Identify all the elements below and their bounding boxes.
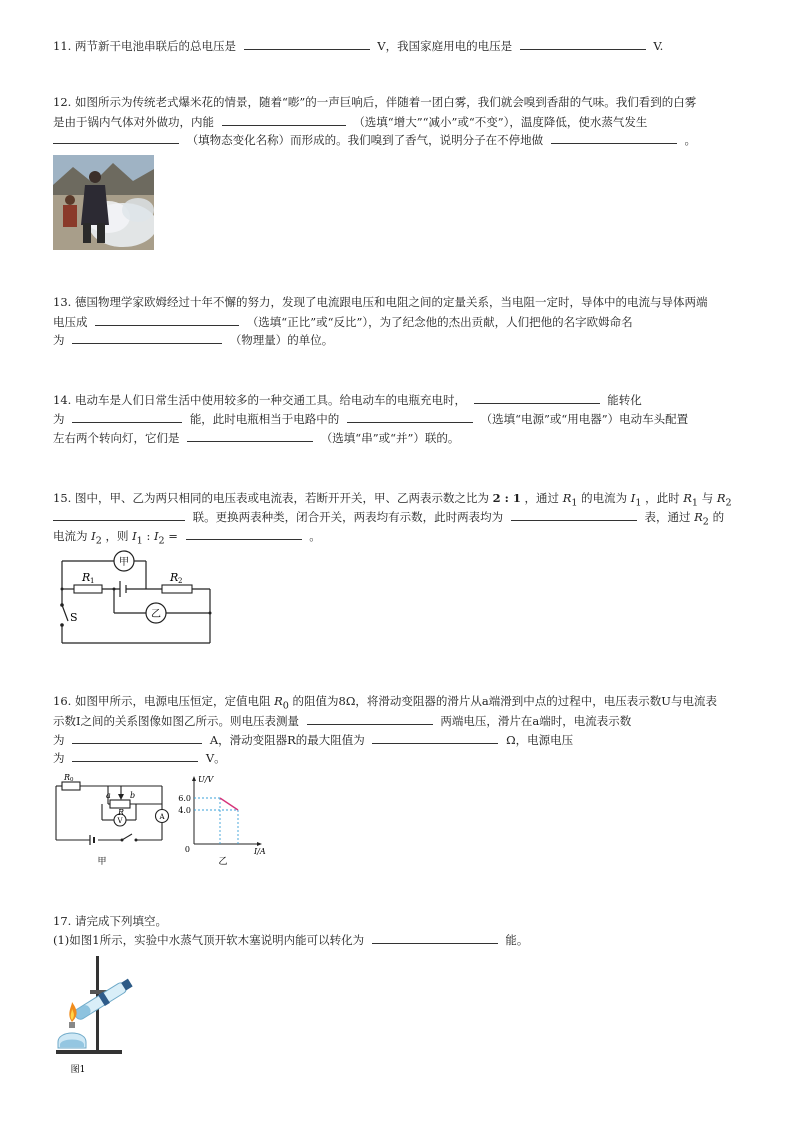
q15-r2-sub-b: 2 — [702, 516, 709, 528]
q14-line-2 — [53, 411, 688, 427]
q16-rheostat — [110, 800, 130, 808]
q16-fig-a: a — [106, 791, 111, 800]
q15-text-1e: 与 — [701, 491, 714, 505]
q17-line-2 — [53, 932, 528, 948]
q16-blank-3[interactable] — [372, 732, 498, 744]
q16-text-3b: A，滑动变阻器R的最大阻值为 — [209, 733, 365, 747]
q16-text-2b: 两端电压，滑片在a端时，电流表示数 — [440, 714, 632, 728]
q11-blank-1[interactable] — [244, 38, 370, 50]
q12-blank-3[interactable] — [551, 132, 677, 144]
q16-graph-ylabel: U/V — [198, 775, 214, 784]
q15-r1-resistor — [74, 585, 102, 593]
q15-ratio: 2 : 1 — [492, 491, 521, 505]
q14-text-2a: 为 — [53, 412, 65, 426]
q12-line-2 — [53, 114, 647, 130]
q12-text-1: 如图所示为传统老式爆米花的情景，随着“嘭”的一声巨响后，伴随着一团白雾，我们就会嗅到香甜的气味。我们看到的白雾 — [74, 95, 697, 109]
popcorn-photo — [53, 155, 154, 250]
q15-text-3b: ，则 — [105, 529, 129, 543]
q15-r2-b: R — [694, 510, 703, 524]
q16-number: 16. — [53, 694, 72, 708]
q16-graph-line — [220, 798, 238, 810]
q15-equals: = — [168, 529, 178, 543]
q14-line-3 — [53, 430, 459, 446]
q13-text-2b: （选填“正比”或“反比”），为了纪念他的杰出贡献，人们把他的名字欧姆命名 — [246, 315, 633, 329]
q15-i1-sub: 1 — [635, 497, 642, 509]
q15-i1-sub-b: 1 — [136, 535, 143, 547]
q14-text-1b: 能转化 — [607, 393, 642, 407]
q15-blank-2[interactable] — [511, 509, 637, 521]
q15-text-1a: 图中，甲、乙为两只相同的电压表或电流表，若断开开关，甲、乙两表示数之比为 — [74, 491, 489, 505]
q16-text-3c: Ω，电源电压 — [506, 733, 574, 747]
q16-blank-2[interactable] — [72, 732, 202, 744]
q16-graph-tick-4: 4.0 — [178, 806, 191, 815]
q15-colon: : — [146, 529, 154, 543]
q15-number: 15. — [53, 491, 72, 505]
q16-r0-sub: 0 — [282, 700, 289, 712]
q13-text-3a: 为 — [53, 333, 65, 347]
q13-number: 13. — [53, 295, 72, 309]
stand-base — [56, 1050, 122, 1054]
q16-text-1a: 如图甲所示，电源电压恒定，定值电阻 — [74, 694, 271, 708]
q15-i1-b: I — [132, 529, 137, 543]
q15-r1-sub: 1 — [571, 497, 578, 509]
q15-text-2a: 联。更换两表种类，闭合开关，两表均有示数，此时两表均为 — [192, 510, 504, 524]
q16-graph-tick-6: 6.0 — [178, 794, 191, 803]
q15-i2-b: I — [153, 529, 159, 543]
q14-text-3b: （选填“串”或“并”）联的。 — [320, 431, 460, 445]
q15-r2-resistor — [162, 585, 192, 593]
q13-text-2a: 电压成 — [53, 315, 88, 329]
q14-text-2c: （选填“电源”或“用电器”）电动车头配置 — [480, 412, 689, 426]
q15-meter-jia-label: 甲 — [119, 557, 129, 568]
q16-line-3 — [53, 732, 573, 748]
q12-text-3a: （填物态变化名称）而形成的。我们嗅到了香气，说明分子在不停地做 — [186, 133, 544, 147]
q12-blank-1[interactable] — [222, 114, 346, 126]
q14-blank-1[interactable] — [474, 392, 600, 404]
q17-blank-1[interactable] — [372, 932, 498, 944]
q16-fig-r0: R — [64, 773, 71, 782]
q15-blank-3[interactable] — [186, 528, 302, 540]
q12-text-2a: 是由于锅内气体对外做功，内能 — [53, 115, 214, 129]
q16-fig-r: R — [118, 808, 125, 817]
q16-fig-yi-caption: 乙 — [218, 857, 228, 867]
q13-blank-1[interactable] — [95, 314, 239, 326]
q16-line-4 — [53, 750, 226, 766]
q16-r0: R — [274, 694, 283, 708]
q17-line-1 — [53, 913, 167, 929]
q16-fig-a-meter: A — [159, 813, 165, 821]
q14-blank-2[interactable] — [72, 411, 182, 423]
q12-line-3 — [53, 132, 696, 148]
q16-text-4b: V。 — [205, 751, 226, 765]
q15-fig-switch-label: S — [70, 611, 78, 624]
q16-graph-yi — [178, 772, 278, 868]
q14-text-3a: 左右两个转向灯，它们是 — [53, 431, 180, 445]
q11-number: 11. — [53, 39, 72, 53]
q17-figure-1 — [50, 952, 150, 1076]
q13-text-1: 德国物理学家欧姆经过十年不懈的努力，发现了电流跟电压和电阻之间的定量关系，当电阻一定时，导体中的电流与导体两端 — [74, 295, 708, 309]
q16-text-1b: 的阻值为8Ω，将滑动变阻器的滑片从a端滑到中点的过程中，电压表示数U与电流表 — [292, 694, 717, 708]
q16-r0-resistor — [62, 782, 80, 790]
q16-fig-b: b — [130, 791, 136, 800]
q12-number: 12. — [53, 95, 72, 109]
q15-i2-sub-b: 2 — [158, 535, 165, 547]
q14-line-1 — [53, 392, 642, 408]
q15-text-3a: 电流为 — [53, 529, 88, 543]
q15-blank-1[interactable] — [53, 509, 185, 521]
q16-blank-1[interactable] — [307, 713, 433, 725]
q11-text-b: V，我国家庭用电的电压是 — [377, 39, 513, 53]
q13-line-2 — [53, 314, 633, 330]
q11-text-a: 两节新干电池串联后的总电压是 — [74, 39, 236, 53]
q16-blank-4[interactable] — [72, 750, 198, 762]
q15-i2: I — [91, 529, 96, 543]
q14-blank-4[interactable] — [187, 430, 313, 442]
q16-line-2 — [53, 713, 631, 729]
q15-text-1b: ，通过 — [524, 491, 560, 505]
q16-fig-r0-sub: 0 — [70, 777, 74, 783]
q11-line — [53, 38, 663, 54]
q13-line-1 — [53, 294, 707, 310]
q15-text-1c: 的电流为 — [581, 491, 628, 505]
q15-text-2c: 的 — [712, 510, 725, 524]
q11-blank-2[interactable] — [520, 38, 646, 50]
q16-fig-v: V — [117, 817, 123, 825]
q16-fig-jia-caption: 甲 — [97, 857, 107, 867]
q16-text-2a: 示数I之间的关系图像如图乙所示。则电压表测量 — [53, 714, 300, 728]
q14-text-1a: 电动车是人们日常生活中使用较多的一种交通工具。给电动车的电瓶充电时， — [74, 393, 466, 407]
q17-fig-caption: 图1 — [70, 1065, 86, 1075]
q15-fig-r2-sub: 2 — [178, 577, 183, 585]
q15-fig-r1-sub: 1 — [90, 577, 95, 585]
q17-text-1: 请完成下列填空。 — [74, 914, 167, 928]
q12-line-1 — [53, 94, 696, 110]
q15-r1-sub-b: 1 — [691, 497, 699, 509]
q16-graph-xlabel: I/A — [254, 847, 266, 856]
q15-r1: R — [562, 491, 572, 505]
q14-blank-3[interactable] — [347, 411, 473, 423]
q15-i1: I — [630, 491, 636, 505]
q11-text-c: V. — [653, 39, 664, 53]
q15-text-3e: 。 — [309, 529, 321, 543]
q12-blank-2[interactable] — [53, 132, 179, 144]
q14-text-2b: 能，此时电瓶相当于电路中的 — [189, 412, 340, 426]
q15-text-2b: 表，通过 — [644, 510, 691, 524]
q15-r1-b: R — [683, 491, 692, 505]
q14-number: 14. — [53, 393, 72, 407]
q15-text-1d: ，此时 — [645, 491, 680, 505]
q12-text-3b: 。 — [684, 133, 696, 147]
q16-circuit-jia — [50, 772, 180, 868]
q16-text-4a: 为 — [53, 751, 65, 765]
q17-number: 17. — [53, 914, 72, 928]
q17-text-2a: (1)如图1所示，实验中水蒸气顶开软木塞说明内能可以转化为 — [53, 933, 365, 947]
q16-text-3a: 为 — [53, 733, 65, 747]
q15-i2-sub: 2 — [95, 535, 102, 547]
q13-line-3 — [53, 332, 333, 348]
q15-fig-r1: R — [82, 571, 91, 584]
q15-fig-r2: R — [170, 571, 179, 584]
q13-blank-2[interactable] — [72, 332, 222, 344]
q15-meter-yi-label: 乙 — [151, 609, 161, 620]
q15-circuit-diagram — [50, 545, 215, 647]
q17-text-2b: 能。 — [505, 933, 529, 947]
q16-graph-origin: 0 — [184, 845, 190, 854]
q12-text-2b: （选填“增大”“减小”或“不变”），温度降低，使水蒸气发生 — [353, 115, 648, 129]
q15-r2: R — [716, 491, 726, 505]
q15-r2-sub: 2 — [725, 497, 732, 509]
q16-line-1 — [53, 693, 717, 714]
q13-text-3b: （物理量）的单位。 — [229, 333, 334, 347]
